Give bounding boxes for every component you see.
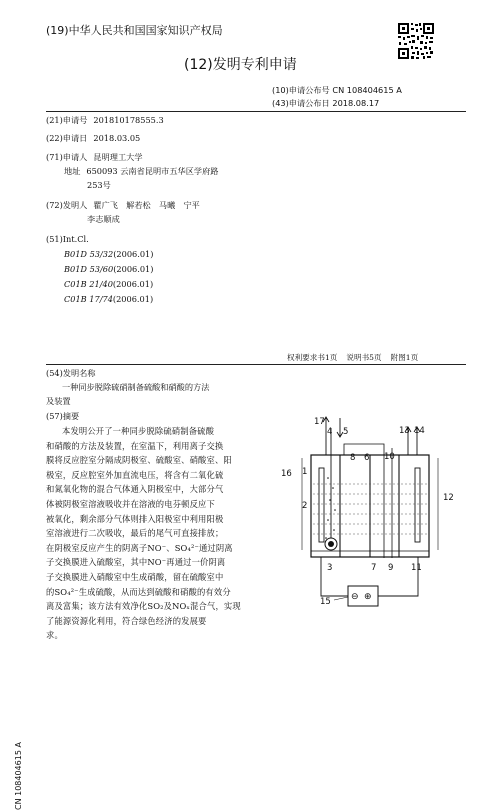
label-2: 2 [302, 501, 308, 511]
drawing-pages: 附图1页 [390, 353, 419, 362]
minus-icon: ⊖ [351, 592, 359, 602]
intcl-version: (2006.01) [112, 279, 154, 289]
side-code-text: CN 108404615 A [14, 742, 23, 810]
address-line-2: 253号 [87, 180, 111, 190]
app-date-label: (22)申请日 [46, 133, 88, 143]
pub-date-value: 2018.08.17 [332, 98, 380, 108]
label-7: 7 [371, 563, 377, 573]
label-10: 10 [384, 452, 395, 462]
description-pages: 说明书5页 [346, 353, 382, 362]
gas-diffuser-core [328, 541, 334, 547]
address-line-1: 650093 云南省昆明市五华区学府路 [86, 166, 219, 176]
intcl-entry [64, 278, 153, 290]
label-15: 15 [320, 597, 331, 607]
section-rule [46, 364, 466, 365]
abstract-line: 被氧化，剩余部分气体则排入阳极室中利用阳极 [46, 513, 224, 524]
label-8: 8 [350, 453, 356, 463]
abstract-line: 极室，反应腔室外加直流电压，将含有二氧化硫 [46, 469, 224, 480]
document-type: (12)发明专利申请 [184, 57, 297, 73]
publication-number [272, 84, 402, 96]
abstract-line: 膜将反应腔室分隔成阴极室、硫酸室、硝酸室、阳 [46, 455, 232, 466]
application-date [46, 132, 140, 144]
intcl-version: (2006.01) [113, 264, 154, 274]
applicant [46, 151, 143, 163]
cathode-electrode [319, 468, 324, 542]
app-no-label: (21)申请号 [46, 115, 88, 125]
label-14: 14 [414, 426, 425, 436]
abstract-line: 离及富集；该方法有效净化SO₂及NOₓ混合气，实现 [46, 601, 241, 612]
intcl-code: B01D 53/60 [64, 264, 114, 274]
abstract-line: 子交换膜进入硝酸室中生成硝酸，留在硫酸室中 [46, 571, 224, 582]
label-17: 17 [314, 417, 325, 427]
app-no-value: 201810178555.3 [93, 115, 164, 125]
abstract-line: 在阴极室反应产生的阴离子NO⁻、SO₄²⁻通过阴离 [46, 542, 233, 553]
intcl-entry [64, 293, 153, 305]
abstract-line: 本发明公开了一种同步脱除硫硝制备硫酸 [62, 426, 215, 436]
app-date-value: 2018.03.05 [93, 133, 141, 143]
abstract-line: 的SO₄²⁻生成硫酸，从而达到硫酸和硝酸的有效分 [46, 586, 231, 597]
plus-icon: ⊕ [364, 592, 372, 602]
intcl-code: C01B 21/40 [64, 279, 113, 289]
address [64, 165, 219, 177]
gas-bubbles [325, 477, 336, 539]
abstract-line: 了能源资源化利用，符合绿色经济的发展要 [46, 615, 207, 626]
invention-title-line-2: 及装置 [46, 396, 71, 406]
label-16: 16 [281, 469, 292, 479]
label-11: 11 [411, 563, 422, 573]
intcl-version: (2006.01) [113, 249, 154, 259]
invention-title-line-1: 一种同步脱除硫硝制备硫酸和硝酸的方法 [62, 382, 210, 392]
pub-no-label: (10)申请公布号 [272, 85, 330, 95]
office-name: (19)中华人民共和国国家知识产权局 [46, 24, 223, 37]
abstract-line: 室溶液进行二次吸收，最后的尾气可直接排放； [46, 528, 224, 539]
intcl-code: B01D 53/32 [64, 249, 114, 259]
abstract-line: 和氮氧化物的混合气体通入阴极室中，大部分气 [46, 484, 224, 495]
label-12: 12 [443, 493, 454, 503]
label-1: 1 [302, 467, 308, 477]
label-13: 13 [399, 426, 410, 436]
applicant-value: 昆明理工大学 [93, 152, 143, 162]
side-publication-code [14, 500, 24, 810]
inventors [46, 199, 200, 211]
intcl-entry [64, 248, 153, 260]
apparatus-diagram [278, 408, 464, 618]
label-4: 4 [327, 427, 333, 437]
publication-date [272, 97, 379, 109]
address-label: 地址 [64, 166, 81, 176]
abstract-line: 和硝酸的方法及装置，在室温下，利用离子交换 [46, 440, 224, 451]
abstract-line: 求。 [46, 630, 63, 641]
inventor-label: (72)发明人 [46, 200, 88, 210]
abstract-text [46, 424, 272, 643]
pub-date-label: (43)申请公布日 [272, 98, 330, 108]
page-counts [287, 352, 418, 363]
qr-code-icon [397, 22, 435, 60]
label-6: 6 [364, 453, 370, 463]
label-3: 3 [327, 563, 333, 573]
label-9: 9 [388, 563, 394, 573]
pub-no-value: CN 108404615 A [332, 85, 402, 95]
intcl-version: (2006.01) [112, 294, 154, 304]
inventors-line-1: 瞿广飞 解若松 马曦 宁平 [93, 200, 200, 210]
application-number [46, 114, 164, 126]
header-rule [46, 111, 466, 112]
applicant-label: (71)申请人 [46, 152, 88, 162]
label-5: 5 [343, 427, 349, 437]
abstract-line: 子交换膜进入硫酸室，其中NO⁻再通过一价阴离 [46, 557, 226, 568]
abstract-label: (57)摘要 [46, 411, 80, 421]
title-label: (54)发明名称 [46, 368, 96, 378]
intcl-code: C01B 17/74 [64, 294, 113, 304]
claims-pages: 权利要求书1页 [287, 353, 338, 362]
inventors-line-2: 李志顺成 [87, 214, 120, 224]
leader-line [334, 597, 348, 600]
anode-electrode [415, 468, 420, 542]
intcl-entry [64, 263, 153, 275]
intcl-label: (51)Int.Cl. [46, 234, 89, 244]
wire [321, 557, 348, 596]
abstract-line: 体被阴极室溶液吸收并在溶液的电芬顿反应下 [46, 498, 215, 509]
